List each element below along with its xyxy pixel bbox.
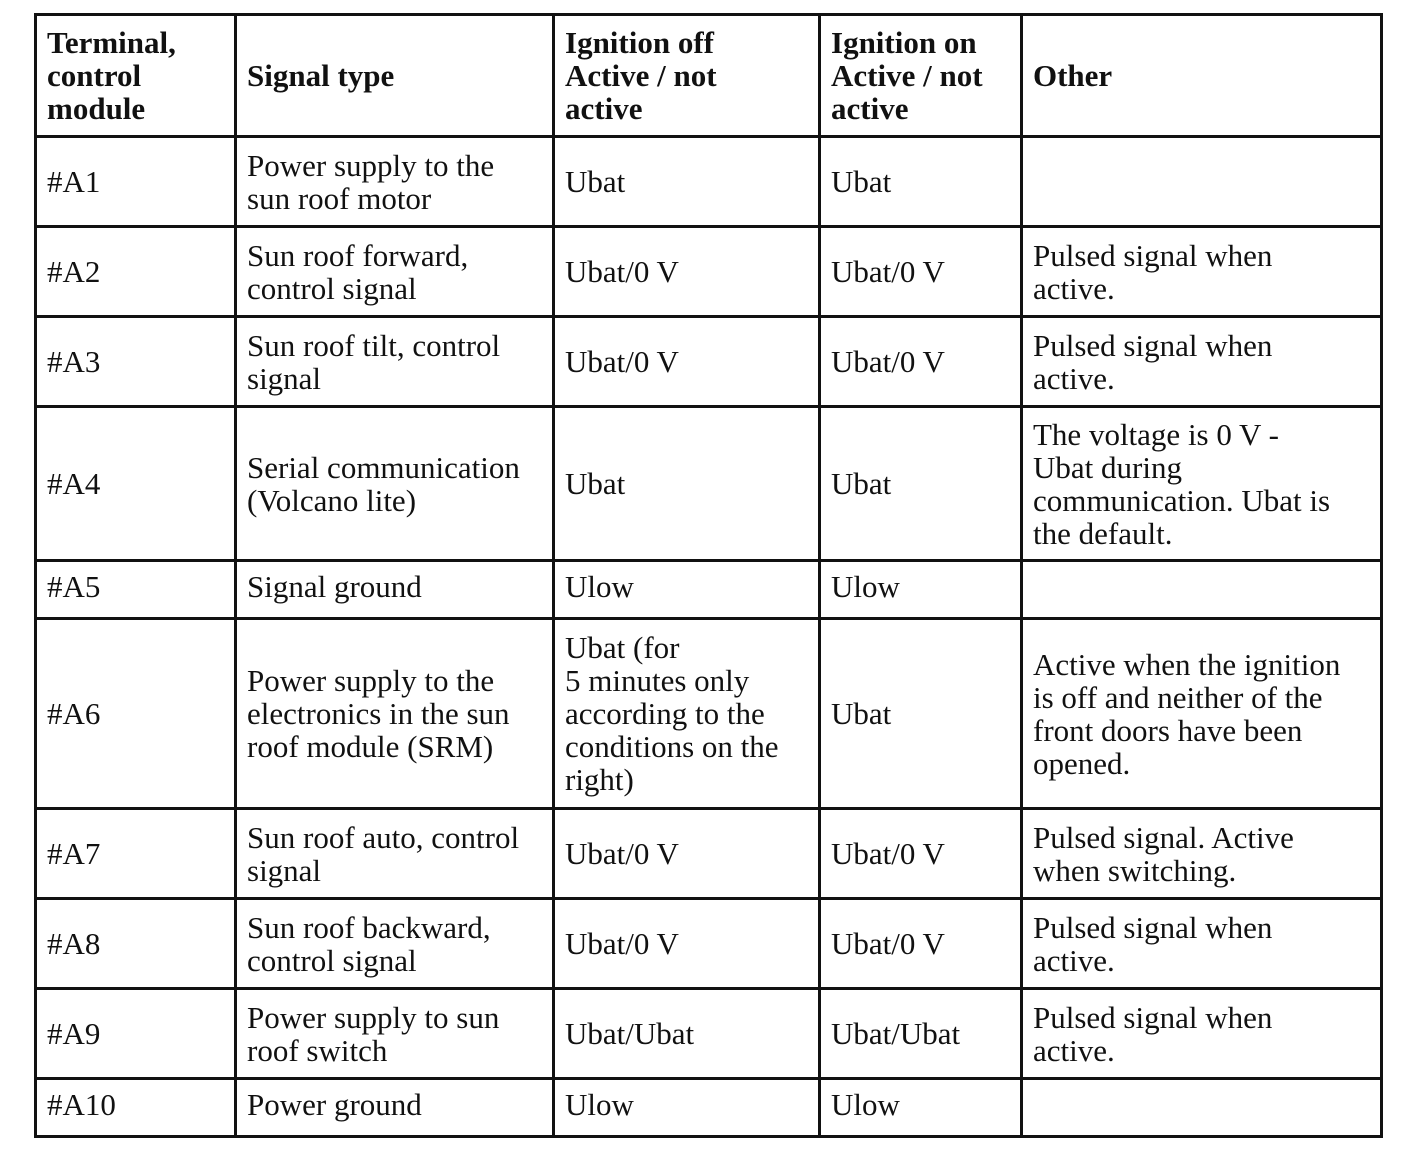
cell-other: Pulsed signal. Active when switching. bbox=[1022, 809, 1382, 899]
header-ignition-on: Ignition on Active / not active bbox=[820, 15, 1022, 137]
cell-other: Pulsed signal when active. bbox=[1022, 227, 1382, 317]
cell-ignition-on: Ulow bbox=[820, 561, 1022, 619]
cell-ignition-on: Ubat/0 V bbox=[820, 317, 1022, 407]
header-other: Other bbox=[1022, 15, 1382, 137]
cell-terminal: #A3 bbox=[36, 317, 236, 407]
table-row bbox=[36, 1079, 1382, 1137]
cell-other bbox=[1022, 561, 1382, 619]
cell-other: Pulsed signal when active. bbox=[1022, 899, 1382, 989]
header-signal-type: Signal type bbox=[236, 15, 554, 137]
cell-signal: Power ground bbox=[236, 1079, 554, 1137]
cell-ignition-off: Ulow bbox=[554, 1079, 820, 1137]
cell-signal: Power supply to the electronics in the sun roof module (SRM) bbox=[236, 619, 554, 809]
cell-signal: Power supply to the sun roof motor bbox=[236, 137, 554, 227]
cell-signal: Signal ground bbox=[236, 561, 554, 619]
cell-ignition-off: Ubat/Ubat bbox=[554, 989, 820, 1079]
cell-ignition-on: Ubat bbox=[820, 619, 1022, 809]
terminal-signal-table bbox=[34, 13, 1383, 1138]
cell-ignition-on: Ubat/Ubat bbox=[820, 989, 1022, 1079]
cell-signal: Sun roof forward, control signal bbox=[236, 227, 554, 317]
cell-ignition-on: Ubat bbox=[820, 407, 1022, 561]
header-terminal: Terminal, control module bbox=[36, 15, 236, 137]
table-row bbox=[36, 227, 1382, 317]
cell-signal: Sun roof backward, control signal bbox=[236, 899, 554, 989]
cell-ignition-on: Ubat/0 V bbox=[820, 899, 1022, 989]
cell-ignition-off: Ubat/0 V bbox=[554, 809, 820, 899]
cell-other: Active when the ignition is off and neither of the front doors have been opened. bbox=[1022, 619, 1382, 809]
cell-ignition-off: Ulow bbox=[554, 561, 820, 619]
cell-signal: Sun roof tilt, control signal bbox=[236, 317, 554, 407]
cell-ignition-on: Ubat/0 V bbox=[820, 227, 1022, 317]
cell-other: Pulsed signal when active. bbox=[1022, 989, 1382, 1079]
table-row bbox=[36, 809, 1382, 899]
table-row bbox=[36, 317, 1382, 407]
table-row bbox=[36, 989, 1382, 1079]
cell-ignition-off: Ubat/0 V bbox=[554, 899, 820, 989]
cell-ignition-off: Ubat/0 V bbox=[554, 227, 820, 317]
cell-terminal: #A9 bbox=[36, 989, 236, 1079]
cell-ignition-off: Ubat/0 V bbox=[554, 317, 820, 407]
cell-other bbox=[1022, 137, 1382, 227]
table-row bbox=[36, 407, 1382, 561]
cell-other bbox=[1022, 1079, 1382, 1137]
cell-ignition-off: Ubat (for 5 minutes only according to the conditions on the right) bbox=[554, 619, 820, 809]
table-row bbox=[36, 899, 1382, 989]
cell-terminal: #A6 bbox=[36, 619, 236, 809]
cell-terminal: #A7 bbox=[36, 809, 236, 899]
cell-other: Pulsed signal when active. bbox=[1022, 317, 1382, 407]
cell-ignition-on: Ubat/0 V bbox=[820, 809, 1022, 899]
cell-terminal: #A10 bbox=[36, 1079, 236, 1137]
header-ignition-off: Ignition off Active / not active bbox=[554, 15, 820, 137]
header-row bbox=[36, 15, 1382, 137]
cell-ignition-off: Ubat bbox=[554, 137, 820, 227]
cell-terminal: #A4 bbox=[36, 407, 236, 561]
cell-ignition-off: Ubat bbox=[554, 407, 820, 561]
cell-ignition-on: Ulow bbox=[820, 1079, 1022, 1137]
cell-other: The voltage is 0 V - Ubat during communication. Ubat is the default. bbox=[1022, 407, 1382, 561]
cell-terminal: #A2 bbox=[36, 227, 236, 317]
cell-terminal: #A8 bbox=[36, 899, 236, 989]
cell-signal: Power supply to sun roof switch bbox=[236, 989, 554, 1079]
cell-ignition-on: Ubat bbox=[820, 137, 1022, 227]
table-row bbox=[36, 561, 1382, 619]
cell-signal: Sun roof auto, control signal bbox=[236, 809, 554, 899]
cell-terminal: #A1 bbox=[36, 137, 236, 227]
table-row bbox=[36, 619, 1382, 809]
cell-signal: Serial communication (Volcano lite) bbox=[236, 407, 554, 561]
table-row bbox=[36, 137, 1382, 227]
cell-terminal: #A5 bbox=[36, 561, 236, 619]
